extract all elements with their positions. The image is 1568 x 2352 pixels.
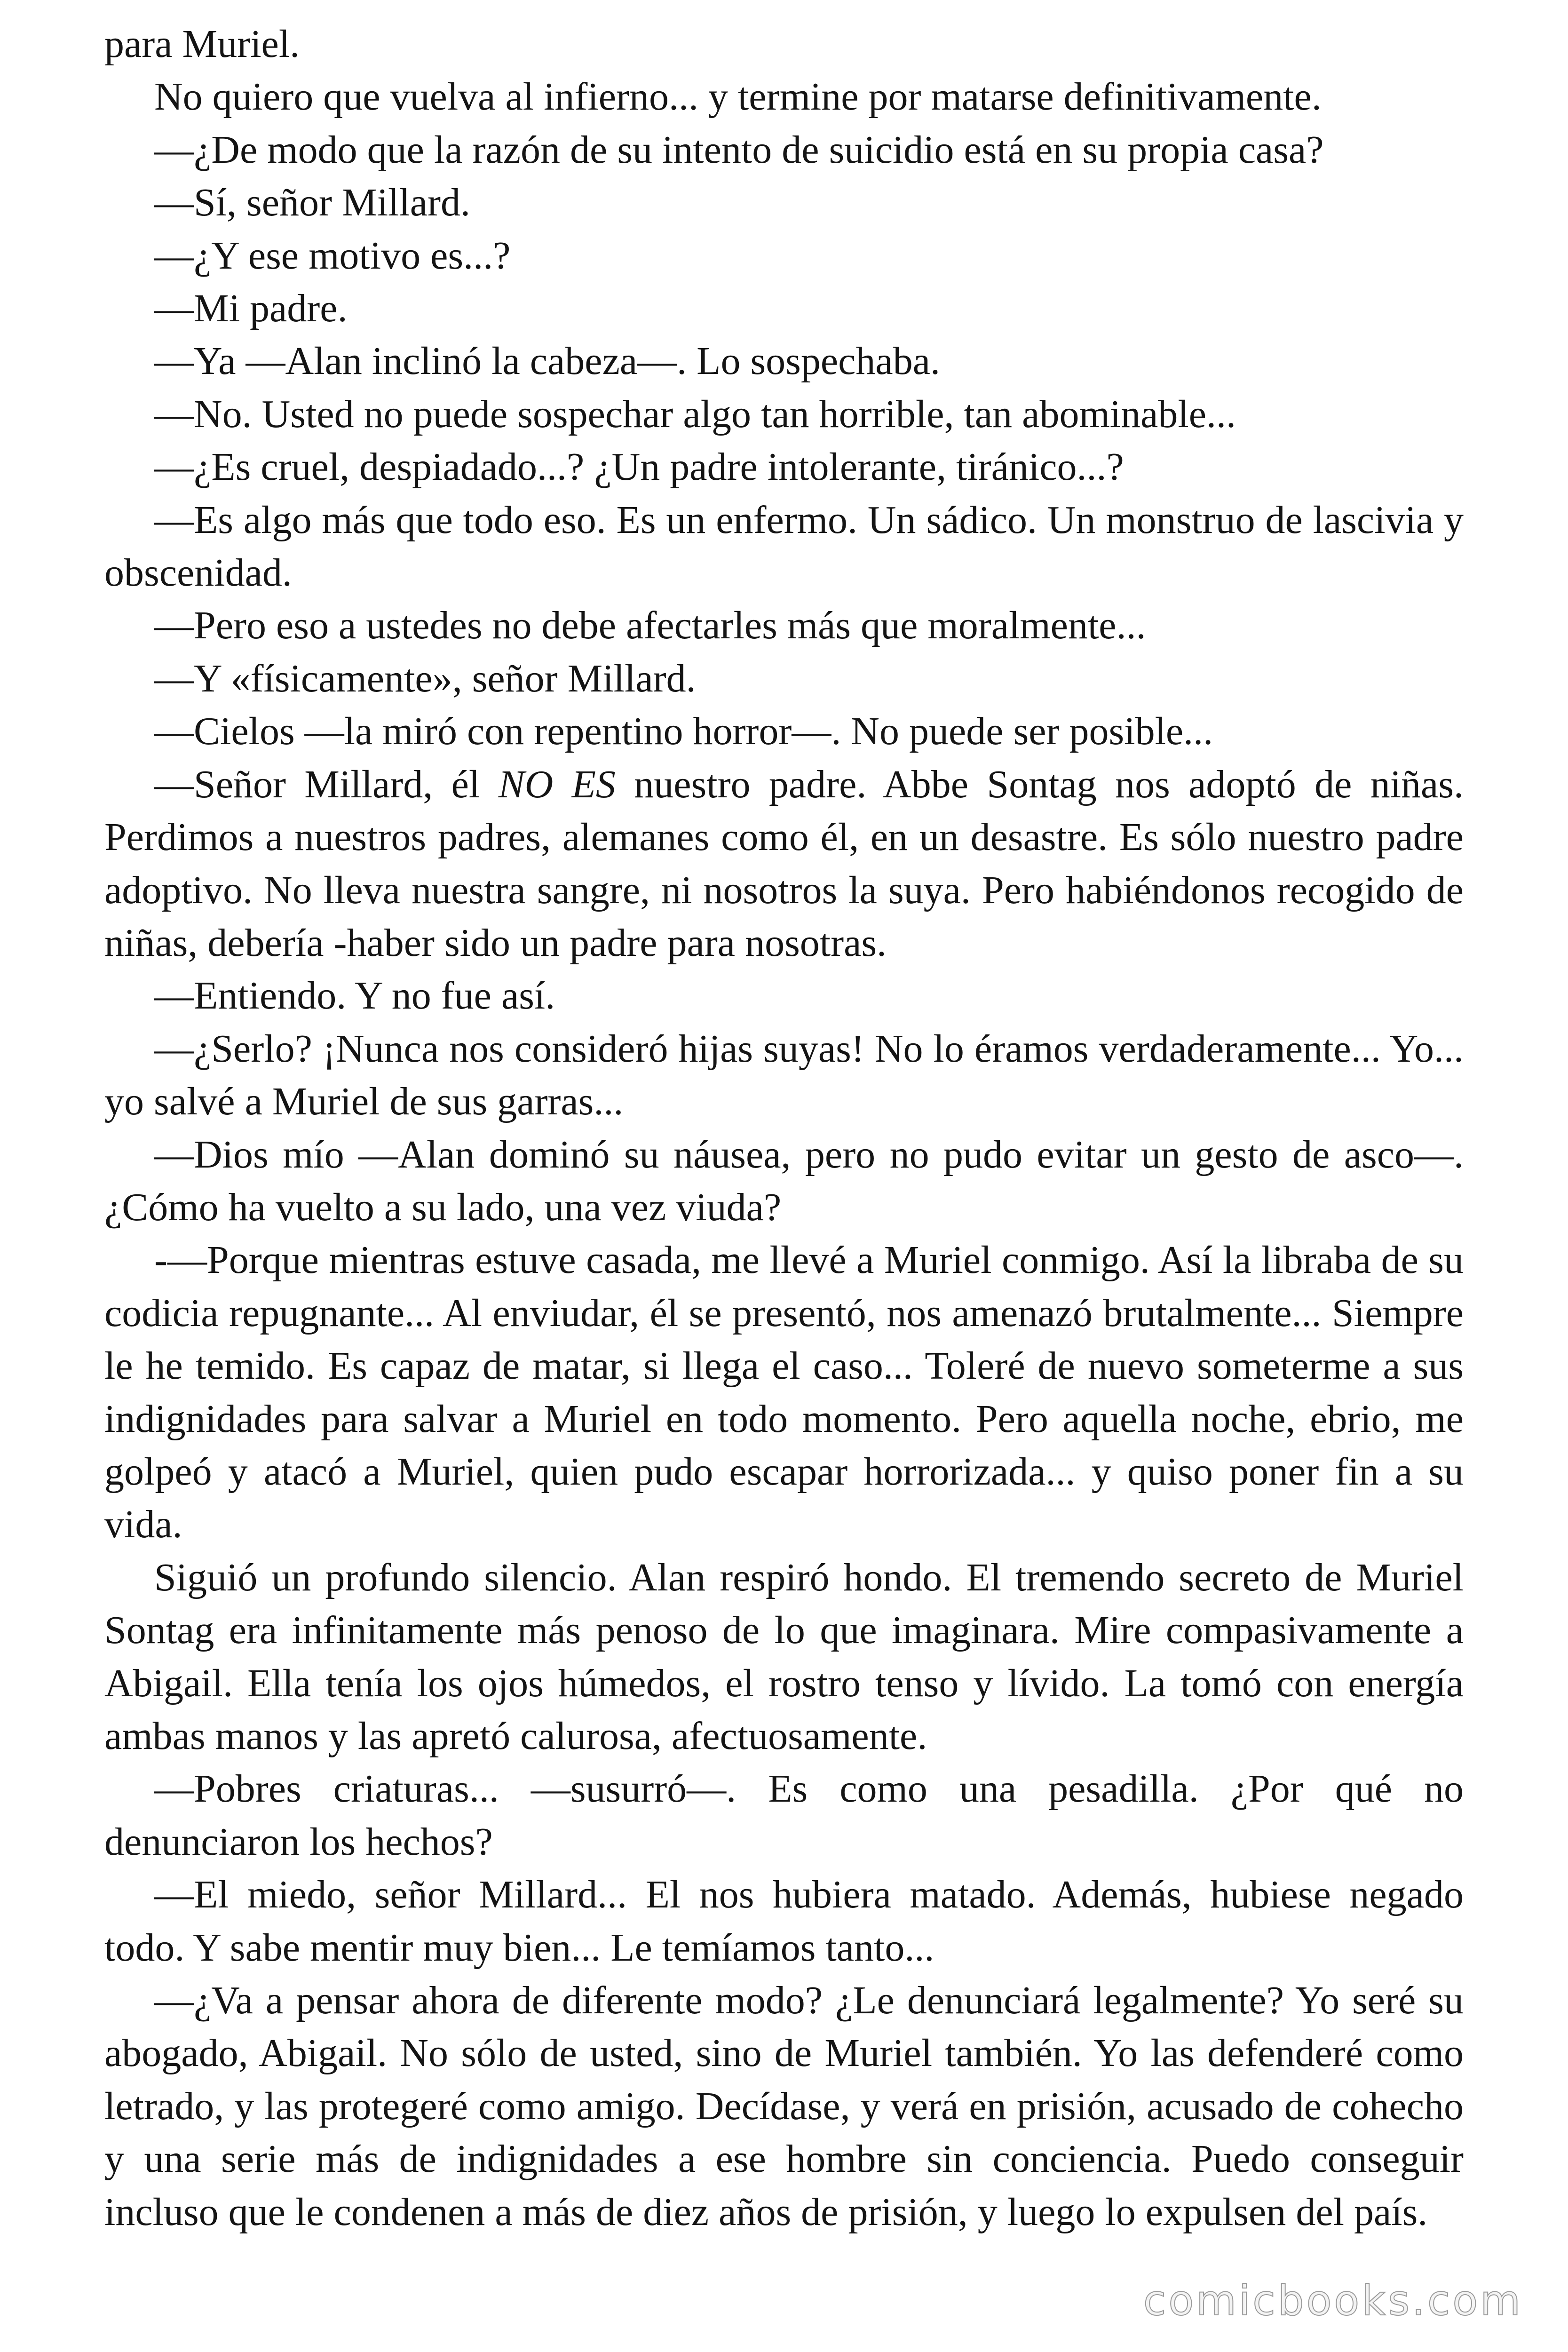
emphasized-text: NO ES [498, 762, 616, 806]
paragraph: —Pero eso a ustedes no debe afectarles más que moralmente... [154, 604, 1146, 648]
paragraph: —Dios mío —Alan dominó su náusea, pero no pudo evitar un gesto de asco—. ¿Cómo ha vuelto a su lado, una vez viuda? [104, 1132, 1464, 1229]
paragraph: para Muriel. [104, 22, 300, 66]
paragraph-text-after: nuestro padre. Abbe Sontag nos adoptó de niñas. Perdimos a nuestros padres, alemanes como él, en un desastre. Es sólo nuestro padre adoptivo. No lleva nuestra sangre, ni nosotros la suya. Pero habiéndonos recogido de niñas, debería -haber sido un padre para nosotras. [104, 762, 1464, 965]
paragraph: —Cielos —la miró con repentino horror—. No puede ser posible... [154, 709, 1213, 754]
paragraph: —¿Es cruel, despiadado...? ¿Un padre intolerante, tiránico...? [154, 445, 1124, 489]
paragraph: —Ya —Alan inclinó la cabeza—. Lo sospechaba. [154, 339, 940, 383]
paragraph: —Mi padre. [154, 286, 348, 331]
paragraph-text-before: —Señor Millard, él [154, 762, 499, 806]
paragraph: —Entiendo. Y no fue así. [154, 974, 555, 1018]
paragraph: Siguió un profundo silencio. Alan respiró hondo. El tremendo secreto de Muriel Sontag era infinitamente más penoso de lo que imaginara. Mire compasivamente a Abigail. Ella tenía los ojos húmedos, el rostro tenso y lívido. La tomó con energía ambas manos y las apretó calurosa, afectuosamente. [104, 1555, 1464, 1758]
paragraph: —El miedo, señor Millard... El nos hubiera matado. Además, hubiese negado todo. Y sabe mentir muy bien... Le temíamos tanto... [104, 1873, 1464, 1970]
paragraph: -—Porque mientras estuve casada, me llevé a Muriel conmigo. Así la libraba de su codicia repugnante... Al enviudar, él se presentó, nos amenazó brutalmente... Siempre le he temido. Es capaz de matar, si llega el caso... Toleré de nuevo someterme a sus indignidades para salvar a Muriel en todo momento. Pero aquella noche, ebrio, me golpeó y atacó a Muriel, quien pudo escapar horrorizada... y quiso poner fin a su vida. [104, 1238, 1464, 1547]
paragraph: —¿Va a pensar ahora de diferente modo? ¿Le denunciará legalmente? Yo seré su abogado, Abigail. No sólo de usted, sino de Muriel también. Yo las defenderé como letrado, y las protegeré como amigo. Decídase, y verá en prisión, acusado de cohecho y una serie más de indignidades a ese hombre sin conciencia. Puedo conseguir incluso que le condenen a más de diez años de prisión, y luego lo expulsen del país. [104, 1979, 1464, 2234]
paragraph: —¿De modo que la razón de su intento de suicidio está en su propia casa? [154, 127, 1324, 172]
paragraph: —No. Usted no puede sospechar algo tan horrible, tan abominable... [154, 392, 1236, 436]
paragraph: —Sí, señor Millard. [154, 181, 470, 225]
paragraph: —Y «físicamente», señor Millard. [154, 656, 696, 700]
paragraph: —¿Y ese motivo es...? [154, 233, 511, 278]
paragraph-with-emphasis [104, 758, 1464, 970]
watermark: comicbooks.com [1143, 2276, 1523, 2325]
page-text [104, 18, 1464, 2239]
paragraph: —¿Serlo? ¡Nunca nos consideró hijas suyas! No lo éramos verdaderamente... Yo... yo salvé a Muriel de sus garras... [104, 1026, 1464, 1124]
paragraph: —Pobres criaturas... —susurró—. Es como una pesadilla. ¿Por qué no denunciaron los hechos? [104, 1767, 1464, 1864]
paragraph: No quiero que vuelva al infierno... y termine por matarse definitivamente. [154, 75, 1322, 119]
paragraph: —Es algo más que todo eso. Es un enfermo. Un sádico. Un monstruo de lascivia y obscenidad. [104, 498, 1464, 595]
